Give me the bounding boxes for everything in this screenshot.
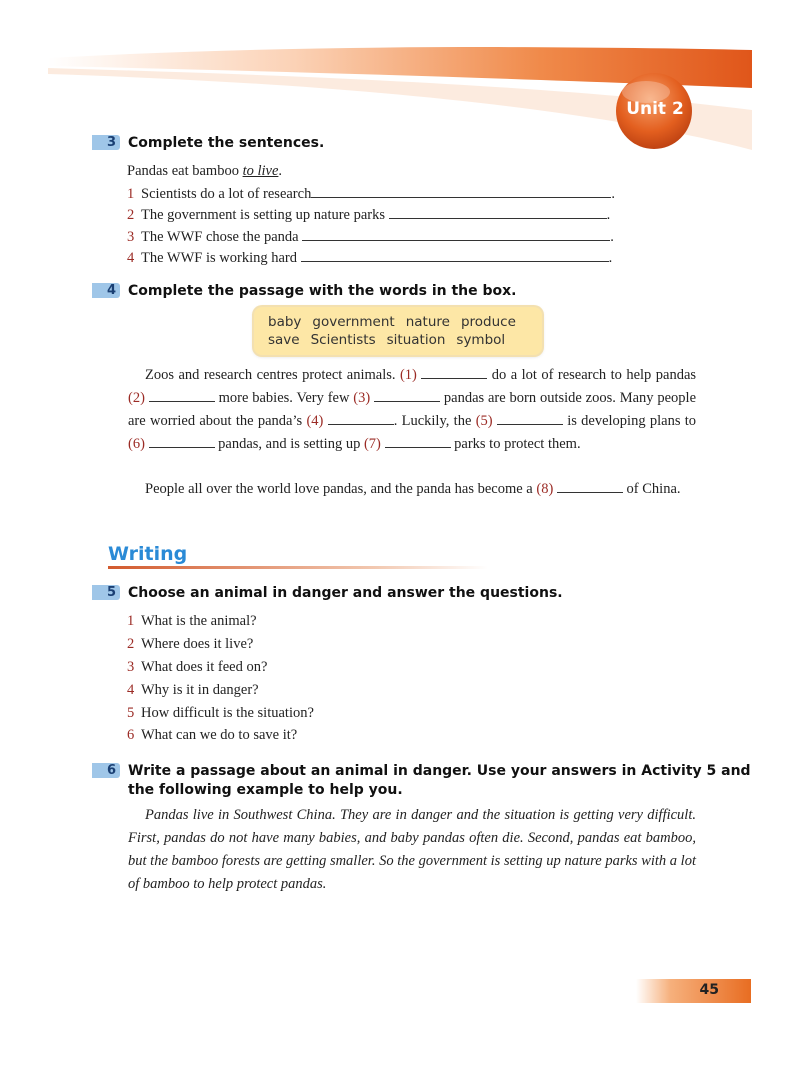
exercise-number: 6 [92, 763, 120, 778]
answer-blank[interactable] [149, 389, 215, 402]
answer-blank[interactable] [374, 389, 440, 402]
word-box-item: save [268, 332, 300, 348]
example-passage: Pandas live in Southwest China. They are in danger and the situation is getting very difficult. First, pandas do not have many babies, and baby pandas often die. Second, pandas eat bamboo, but the bamboo forests are getting smaller. So the government is setting up nature parks with a lot of bamboo to help protect pandas. [128, 807, 696, 892]
answer-blank[interactable] [385, 435, 451, 448]
list-item: 4 The WWF is working hard . [127, 250, 613, 266]
word-box-item: baby [268, 314, 302, 330]
passage-paragraph-1: Zoos and research centres protect animals. (1) do a lot of research to help pandas (2) more babies. Very few (3) pandas are born outside zoos. Many people are worried about the panda’s (4) . Luckily, the (5) is developing plans to (6) pandas, and is setting up (7) parks to protect them. [128, 367, 697, 452]
list-item: 6 What can we do to save it? [127, 727, 298, 743]
list-item: 3 The WWF chose the panda . [127, 229, 614, 245]
list-item: 2 Where does it live? [127, 636, 254, 652]
page-number-tab [636, 979, 751, 1003]
exercise-number: 4 [92, 283, 120, 298]
word-box-item: situation [386, 332, 446, 348]
word-box-item: nature [405, 314, 450, 330]
exercise-number: 3 [92, 135, 120, 150]
list-item: 3 What does it feed on? [127, 659, 268, 675]
exercise-6-heading [92, 762, 751, 800]
exercise-title: Complete the sentences. [128, 135, 325, 151]
exercise-title: Choose an animal in danger and answer the questions. [128, 585, 563, 601]
exercise-title-line-2: the following example to help you. [128, 782, 403, 798]
answer-blank[interactable] [328, 412, 394, 425]
exercise-3-heading [92, 134, 324, 153]
word-box-item: symbol [456, 332, 506, 348]
list-item: 1 What is the animal? [127, 613, 257, 629]
exercise-title: Complete the passage with the words in the box. [128, 283, 517, 299]
list-item: 4 Why is it in danger? [127, 682, 259, 698]
exercise-4-heading [92, 282, 517, 301]
list-item: 1 Scientists do a lot of research . [127, 186, 615, 202]
answer-blank[interactable] [497, 412, 563, 425]
example-answer: to live [242, 163, 279, 179]
answer-blank[interactable] [557, 480, 623, 493]
heading-underline [108, 566, 488, 569]
section-heading-writing: Writing [108, 543, 188, 565]
list-item: 2 The government is setting up nature parks . [127, 207, 611, 223]
word-box [254, 307, 542, 355]
answer-blank[interactable] [389, 206, 607, 219]
word-box-item: government [312, 314, 395, 330]
page-number: 45 [699, 982, 719, 998]
exercise-title-line-1: Write a passage about an animal in danger. Use your answers in Activity 5 and [128, 763, 751, 779]
unit-badge: Unit 2 [626, 99, 684, 119]
word-box-item: produce [460, 314, 516, 330]
example-sentence: Pandas eat bamboo to live. [127, 163, 283, 179]
exercise-number: 5 [92, 585, 120, 600]
list-item: 5 How difficult is the situation? [127, 705, 314, 721]
exercise-5-heading [92, 584, 563, 603]
answer-blank[interactable] [421, 366, 487, 379]
answer-blank[interactable] [302, 228, 610, 241]
answer-blank[interactable] [301, 249, 609, 262]
word-box-item: Scientists [310, 332, 376, 348]
answer-blank[interactable] [311, 185, 611, 198]
answer-blank[interactable] [149, 435, 215, 448]
passage-paragraph-2: People all over the world love pandas, and the panda has become a (8) of China. [145, 481, 681, 497]
